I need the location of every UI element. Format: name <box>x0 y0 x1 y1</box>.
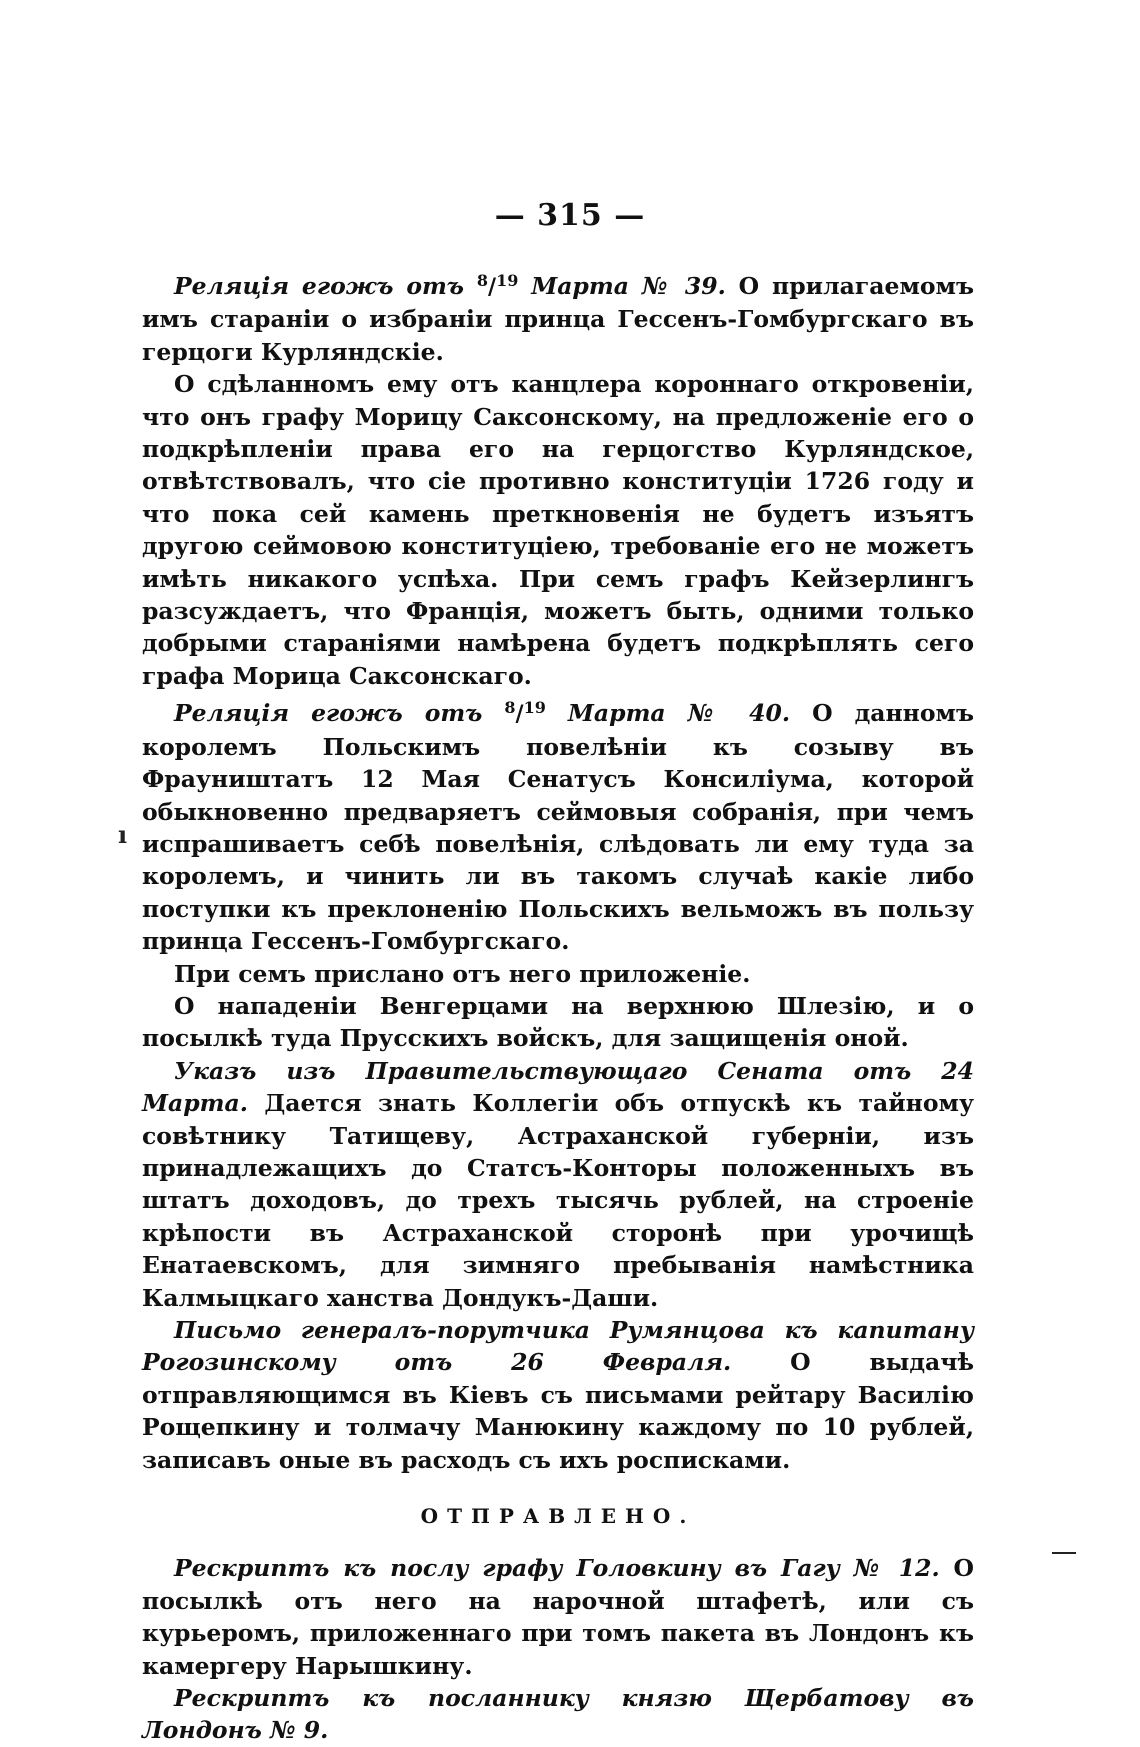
date-numerator: 8 <box>476 271 489 290</box>
document-title: Рескриптъ къ посланнику князю Щербатову въ Лондонъ № 9. <box>142 1684 974 1745</box>
section-heading: ОТПРАВЛЕНО. <box>420 1504 696 1529</box>
date-denominator: 19 <box>496 271 519 290</box>
page-number: — 315 — <box>494 198 646 233</box>
paragraph-relation-40: Реляція егожъ отъ $^8$/$^{19}$ Марта № 40. О данномъ королемъ Польскимъ повелѣніи къ созыву въ Фрауништатъ 12 Мая Сенатусъ Консиліума, которой обыкновенно предваряетъ сеймовыя собранія, при чемъ испрашиваетъ себѣ повелѣнія, слѣдовать ли ему туда за королемъ, и чинить ли въ такомъ случаѣ какіе либо поступки къ преклоненію Польскихъ вельможъ въ пользу принца Гессенъ-Гомбургскаго. <box>142 698 974 956</box>
paragraph-text: О сдѣланномъ ему отъ канцлера короннаго откровеніи, что онъ графу Морицу Саксонскому, на предложеніе его о подкрѣпленіи права его на герцогство Курляндское, отвѣтствовалъ, что сіе противно конституціи 1726 году и что пока сей камень преткновенія не будетъ изъятъ другою сеймовою конституціею, требованіе его не можетъ имѣть никакого успѣха. При семъ графъ Кейзерлингъ разсуждаетъ, что Франція, можетъ быть, одними только добрыми стараніями намѣрена будетъ подкрѣплять сего графа Морица Саксонскаго. <box>142 370 974 690</box>
document-title: Реляція егожъ отъ <box>174 272 477 300</box>
paragraph-silesia <box>142 990 974 1055</box>
paragraph-rescript-shcherbatov <box>142 1682 974 1747</box>
document-title: Реляція егожъ отъ <box>174 699 505 728</box>
margin-dash <box>1052 1552 1076 1554</box>
margin-mark: ı <box>118 820 128 849</box>
paragraph-letter-rumyantsov <box>142 1314 974 1476</box>
document-title: Марта № 39. <box>518 272 726 300</box>
page-body <box>142 265 974 1747</box>
paragraph-senate-decree <box>142 1055 974 1314</box>
date-numerator: 8 <box>504 698 516 718</box>
document-title: Указъ изъ Правительствующаго Сената отъ 24 Марта. <box>142 1056 974 1118</box>
paragraph-text: О выдачѣ отправляющимся въ Кіевъ съ письмами рейтару Василію Рощепкину и толмачу Манюкину каждому по 10 рублей, записавъ оные въ расходъ съ ихъ росписками. <box>142 1348 974 1474</box>
paragraph-text: О посылкѣ отъ него на нарочной штафетѣ, или съ курьеромъ, приложеннаго при томъ пакета въ Лондонъ къ камергеру Нарышкину. <box>142 1554 974 1680</box>
paragraph-text: О данномъ королемъ Польскимъ повелѣніи къ созыву въ Фрауништатъ 12 Мая Сенатусъ Консиліума, которой обыкновенно предваряетъ сеймовыя собранія, при чемъ испрашиваетъ себѣ повелѣнія, слѣдовать ли ему туда за королемъ, и чинить ли въ такомъ случаѣ какіе либо поступки къ преклоненію Польскихъ вельможъ въ пользу принца Гессенъ-Гомбургскаго. <box>142 699 974 956</box>
date-denominator: 19 <box>523 698 546 718</box>
document-title: Марта № 40. <box>545 699 791 728</box>
paragraph-text: Дается знать Коллегіи объ отпускѣ къ тайному совѣтнику Татищеву, Астраханской губерніи, изъ принадлежащихъ до Статсъ-Конторы положенныхъ въ штатъ доходовъ, до трехъ тысячь рублей, на строеніе крѣпости въ Астраханской сторонѣ при урочищѣ Енатаевскомъ, для зимняго пребыванія намѣстника Калмыцкаго ханства Дондукъ-Даши. <box>142 1089 974 1312</box>
paragraph-text: При семъ прислано отъ него приложеніе. <box>174 959 751 988</box>
paragraph-relation-39: Реляція егожъ отъ $^8$/$^{19}$ Марта № 39. О прилагаемомъ имъ стараніи о избраніи принца Гессенъ-Гомбургскаго въ герцоги Курляндскіе. <box>142 271 974 366</box>
paragraph-rescript-golovkin <box>142 1552 974 1682</box>
paragraph-text: О прилагаемомъ имъ стараніи о избраніи принца Гессенъ-Гомбургскаго въ герцоги Курляндскіе. <box>142 272 974 366</box>
paragraph-attachment <box>142 958 974 990</box>
paragraph-text: О нападеніи Венгерцами на верхнюю Шлезію, и о посылкѣ туда Прусскихъ войскъ, для защищенія оной. <box>142 991 974 1053</box>
document-title: Рескриптъ къ послу графу Головкину въ Гагу № 12. <box>174 1554 940 1583</box>
document-title: Письмо генералъ-порутчика Румянцова къ капитану Рогозинскому отъ 26 Февраля. <box>142 1316 974 1377</box>
paragraph-chancellor <box>142 368 974 692</box>
